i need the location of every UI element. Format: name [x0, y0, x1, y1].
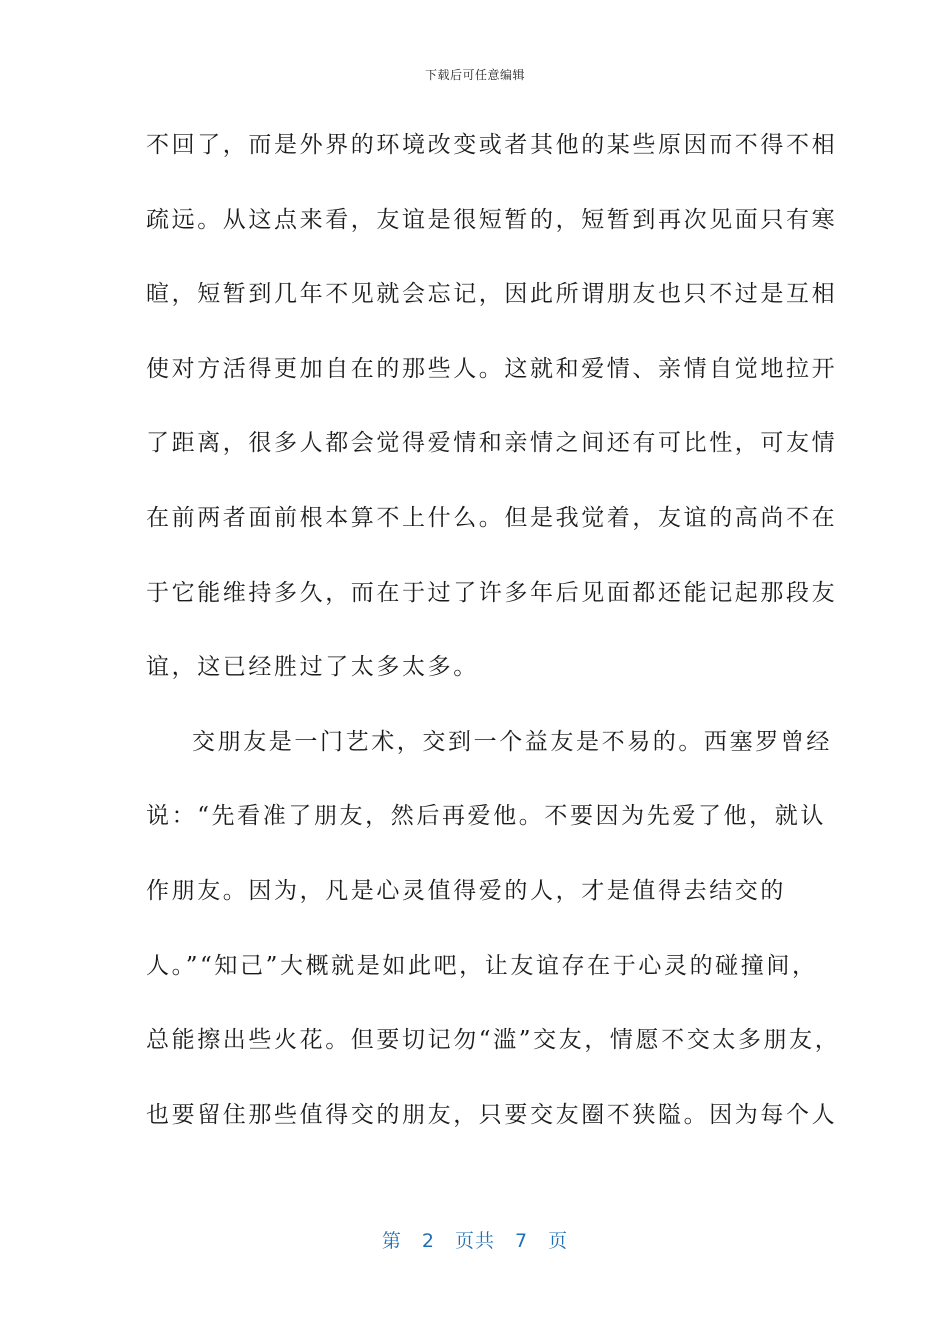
text-line: 作朋友。因为，凡是心灵值得爱的人，才是值得去结交的	[146, 877, 786, 904]
text-line: 总能擦出些火花。但要切记勿“滥”交友，情愿不交太多朋友，	[146, 1027, 841, 1054]
footer-suffix: 页	[548, 1230, 569, 1252]
text-line: 人。”“知己”大概就是如此吧，让友谊存在于心灵的碰撞间，	[146, 952, 818, 979]
page-header: 下载后可任意编辑	[424, 68, 525, 82]
text-line: 谊，这已经胜过了太多太多。	[146, 654, 479, 681]
current-page-number: 2	[421, 1230, 435, 1252]
document-body	[146, 130, 841, 1174]
text-line: 在前两者面前根本算不上什么。但是我觉着，友谊的高尚不在	[146, 504, 838, 531]
paragraph-start-line: 交朋友是一门艺术，交到一个益友是不易的。西塞罗曾经	[192, 728, 832, 755]
text-line: 说：“先看准了朋友，然后再爱他。不要因为先爱了他，就认	[146, 803, 826, 830]
text-line: 不回了，而是外界的环境改变或者其他的某些原因而不得不相	[146, 132, 838, 158]
footer-prefix: 第	[381, 1230, 402, 1252]
text-line: 也要留住那些值得交的朋友，只要交友圈不狭隘。因为每个人	[146, 1101, 838, 1128]
text-line: 于它能维持多久，而在于过了许多年后见面都还能记起那段友	[146, 579, 838, 606]
text-line: 疏远。从这点来看，友谊是很短暂的，短暂到再次见面只有寒	[146, 206, 838, 233]
page-footer	[0, 1226, 950, 1253]
footer-middle: 页共	[454, 1230, 495, 1252]
text-line: 使对方活得更加自在的那些人。这就和爱情、亲情自觉地拉开	[146, 355, 838, 382]
total-page-number: 7	[515, 1230, 529, 1252]
text-line: 暄，短暂到几年不见就会忘记，因此所谓朋友也只不过是互相	[146, 281, 838, 308]
text-line: 了距离，很多人都会觉得爱情和亲情之间还有可比性，可友情	[146, 430, 838, 457]
